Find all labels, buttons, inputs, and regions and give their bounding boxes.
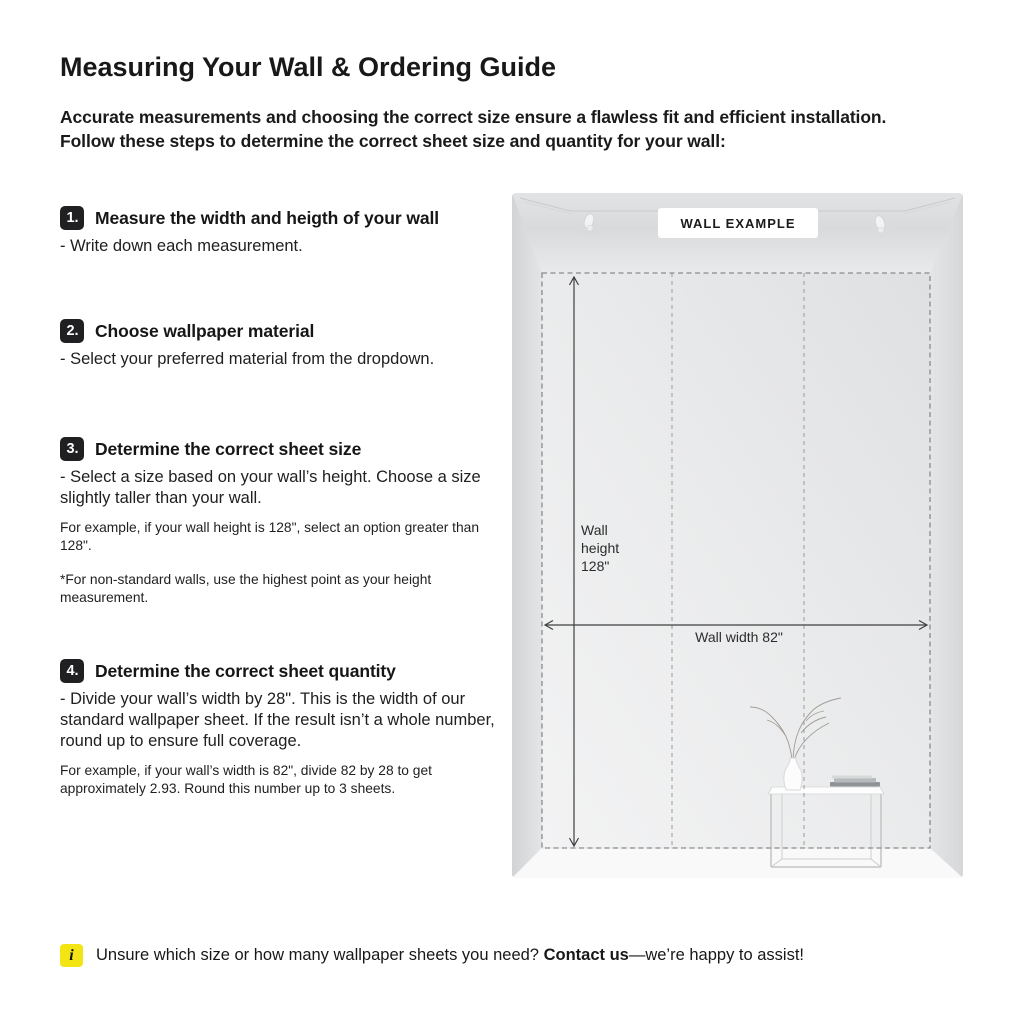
left-wall xyxy=(512,193,542,878)
step-3-example-note: For example, if your wall height is 128", select an option greater than 128". xyxy=(60,520,480,553)
step-4 xyxy=(60,659,498,797)
intro-line-1: Accurate measurements and choosing the correct size ensure a flawless fit and efficient installation. xyxy=(60,107,887,127)
footer-text-after: —we’re happy to assist! xyxy=(628,946,805,964)
step-2-heading: Choose wallpaper material xyxy=(95,320,315,341)
intro-line-2: Follow these steps to determine the correct sheet size and quantity for your wall: xyxy=(60,131,726,151)
right-wall xyxy=(930,193,963,878)
footer-text xyxy=(96,946,804,965)
step-1 xyxy=(60,206,498,257)
wall-example-label: WALL EXAMPLE xyxy=(680,216,796,231)
step-2-body: - Select your preferred material from the dropdown. xyxy=(60,350,435,368)
floor xyxy=(512,848,963,878)
step-4-example-note: For example, if your wall’s width is 82", divide 82 by 28 to get approximately 2.93. Round this number up to 3 sheets. xyxy=(60,763,432,796)
footer-note xyxy=(60,944,804,967)
step-3-body: - Select a size based on your wall’s height. Choose a size slightly taller than your wall. xyxy=(60,468,481,507)
step-1-heading: Measure the width and heigth of your wall xyxy=(95,207,439,228)
wall-example-image xyxy=(512,193,963,878)
step-3-heading: Determine the correct sheet size xyxy=(95,438,362,459)
step-3 xyxy=(60,437,498,606)
step-4-heading: Determine the correct sheet quantity xyxy=(95,660,396,681)
svg-text:128": 128" xyxy=(581,558,610,574)
wall-width-label: Wall width 82" xyxy=(695,629,783,645)
wall-example-badge xyxy=(658,208,818,238)
info-icon: i xyxy=(60,944,83,967)
step-4-number-badge: 4. xyxy=(60,659,84,683)
svg-text:Wall: Wall xyxy=(581,522,608,538)
svg-text:height: height xyxy=(581,540,620,556)
step-3-footnote: *For non-standard walls, use the highest point as your height measurement. xyxy=(60,572,432,605)
intro-text xyxy=(60,105,990,153)
contact-us-link[interactable]: Contact us xyxy=(543,946,629,964)
page-title: Measuring Your Wall & Ordering Guide xyxy=(60,52,557,82)
step-1-number-badge: 1. xyxy=(60,206,84,230)
step-4-body: - Divide your wall’s width by 28". This is the width of our standard wallpaper sheet. If the result isn’t a whole number, round up to ensure full coverage. xyxy=(60,690,495,750)
step-1-body: - Write down each measurement. xyxy=(60,237,303,255)
step-2 xyxy=(60,319,498,370)
step-2-number-badge: 2. xyxy=(60,319,84,343)
footer-text-before: Unsure which size or how many wallpaper sheets you need? xyxy=(96,946,544,964)
step-3-number-badge: 3. xyxy=(60,437,84,461)
